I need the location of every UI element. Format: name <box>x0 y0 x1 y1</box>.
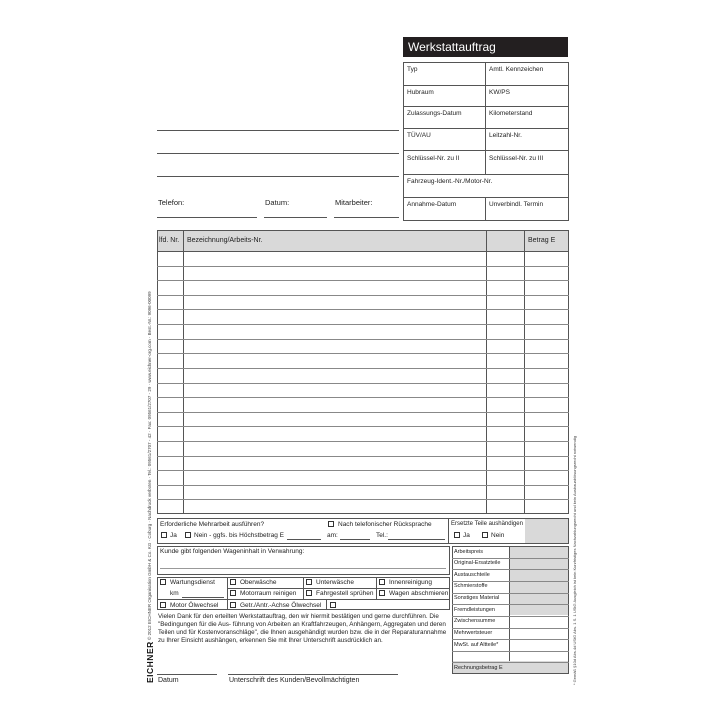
cost-row-divider <box>452 628 569 629</box>
terms-text: Vielen Dank für den erteilten Werkstattauftrag, den wir hiermit bestätigen und gerne durchführen. Die "Bedingungen für die Aus- führung von Arbeiten an Kraftfahrzeugen, Anhängern, Aggregaten und deren Teilen und für Kostenvoranschläge", die Ihnen ausgehändigt wurden bzw. die in der Reparaturannahme zu Ihrer Einsicht aushängen, erkennen Sie mit Ihrer Unterschrift ausdrücklich an. <box>158 613 447 644</box>
service-motoroel-label: Motor Ölwechsel <box>170 602 219 609</box>
table-row-divider <box>157 441 569 442</box>
extra-date-field[interactable] <box>340 539 370 540</box>
field-typ[interactable]: Typ <box>407 66 418 73</box>
phone-consult-label: Nach telefonischer Rücksprache <box>338 521 432 528</box>
service-getriebe-label: Getr./Antr.-Achse Ölwechsel <box>240 602 322 609</box>
service-fahrgestell-checkbox[interactable] <box>306 590 312 596</box>
cost-row-divider <box>452 639 569 640</box>
service-motorraum-label: Motorraum reinigen <box>240 590 297 597</box>
field-kilometerstand[interactable]: Kilometerstand <box>489 110 533 117</box>
service-fahrgestell-label: Fahrgestell sprühen <box>316 590 374 597</box>
extra-yes-checkbox[interactable] <box>161 532 167 538</box>
side-note-right: * Gemäß §10d Abs.4d UStG Abs. 1 S. 1 UStG Ausgleich ist kein Kurzfristiges Nachzahlungsrecht und kein Ausbauablösungsrecht notwendig <box>572 435 577 685</box>
cost-row-label: Original-Ersatzteile <box>454 560 501 567</box>
cost-row-label: Schmierstoffe <box>454 583 488 590</box>
field-kw-ps[interactable]: KW/PS <box>489 89 510 96</box>
service-oberwaesche-label: Oberwäsche <box>240 579 277 586</box>
service-wartung-label: Wartungsdienst <box>170 579 215 586</box>
col-lfd-nr: lfd. Nr. <box>159 237 180 244</box>
extra-on-label: am: <box>327 532 338 539</box>
field-tuev-au[interactable]: TÜV/AU <box>407 132 431 139</box>
limit-amount-field[interactable] <box>287 539 321 540</box>
table-row-divider <box>157 456 569 457</box>
cost-row-divider <box>452 604 569 605</box>
extra-tel-field[interactable] <box>388 539 445 540</box>
cost-row-label: Fremdleistungen <box>454 606 495 613</box>
service-unterwaesche-checkbox[interactable] <box>306 579 312 585</box>
service-motorraum-checkbox[interactable] <box>230 590 236 596</box>
service-innen-label: Innenreinigung <box>389 579 433 586</box>
cost-row-divider <box>452 593 569 594</box>
table-row-divider <box>157 412 569 413</box>
col-bezeichnung: Bezeichnung/Arbeits-Nr. <box>187 237 263 244</box>
service-extra-checkbox[interactable] <box>330 602 336 608</box>
address-line-1[interactable] <box>157 130 399 131</box>
cost-row-label: Arbeitspreis <box>454 548 484 555</box>
signature-label: Unterschrift des Kunden/Bevollmächtigten <box>229 677 360 684</box>
parts-no-checkbox[interactable] <box>482 532 488 538</box>
table-row-divider <box>157 353 569 354</box>
table-row-divider <box>157 368 569 369</box>
parts-no-label: Nein <box>491 532 505 539</box>
parts-yes-label: Ja <box>463 532 470 539</box>
address-line-2[interactable] <box>157 153 399 154</box>
cost-row-divider <box>452 569 569 570</box>
field-annahme-datum[interactable]: Annahme-Datum <box>407 201 457 208</box>
service-km-field[interactable] <box>182 597 224 598</box>
phone-field[interactable] <box>157 217 257 218</box>
extra-limit-label: Nein - ggfs. bis Höchstbetrag E <box>194 532 284 539</box>
signature-field[interactable] <box>228 674 398 675</box>
service-wartung-checkbox[interactable] <box>160 579 166 585</box>
service-km-label: km <box>170 590 179 597</box>
field-leitzahl[interactable]: Leitzahl-Nr. <box>489 132 522 139</box>
signature-date-field[interactable] <box>157 674 217 675</box>
table-row-divider <box>157 485 569 486</box>
cost-row-label: MwSt. auf Altteile* <box>454 641 499 648</box>
extra-yes-label: Ja <box>170 532 177 539</box>
service-innen-checkbox[interactable] <box>379 579 385 585</box>
table-row-divider <box>157 309 569 310</box>
table-row-divider <box>157 499 569 500</box>
service-oberwaesche-checkbox[interactable] <box>230 579 236 585</box>
extra-work-question: Erforderliche Mehrarbeit ausführen? <box>160 521 265 528</box>
table-row-divider <box>157 339 569 340</box>
field-hubraum[interactable]: Hubraum <box>407 89 434 96</box>
table-row-divider <box>157 295 569 296</box>
work-table <box>157 230 569 514</box>
field-schluessel-3[interactable]: Schlüssel-Nr. zu III <box>489 155 544 162</box>
phone-consult-checkbox[interactable] <box>328 521 334 527</box>
extra-limit-checkbox[interactable] <box>185 532 191 538</box>
table-row-divider <box>157 470 569 471</box>
parts-yes-checkbox[interactable] <box>454 532 460 538</box>
service-abschmieren-label: Wagen abschmieren <box>389 590 449 597</box>
table-row-divider <box>157 397 569 398</box>
table-row-divider <box>157 266 569 267</box>
cost-row-divider <box>452 558 569 559</box>
table-row-divider <box>157 280 569 281</box>
date-field[interactable] <box>264 217 327 218</box>
signature-date-label: Datum <box>158 677 179 684</box>
col-betrag: Betrag E <box>528 237 556 244</box>
custody-field[interactable] <box>160 568 446 569</box>
field-termin[interactable]: Unverbindl. Termin <box>489 201 544 208</box>
brand-logo: EICHNER <box>145 641 155 683</box>
cost-row-divider <box>452 581 569 582</box>
service-abschmieren-checkbox[interactable] <box>379 590 385 596</box>
custody-label: Kunde gibt folgenden Wageninhalt in Verwahrung: <box>160 548 305 555</box>
staff-field[interactable] <box>334 217 399 218</box>
cost-row-label: Zwischensumme <box>454 618 496 625</box>
table-row-divider <box>157 383 569 384</box>
service-motoroel-checkbox[interactable] <box>160 602 166 608</box>
cost-row-divider <box>452 651 569 652</box>
phone-label: Telefon: <box>158 198 185 207</box>
field-fahrzeug-ident[interactable]: Fahrzeug-Ident.-Nr./Motor-Nr. <box>407 178 493 185</box>
address-line-3[interactable] <box>157 176 399 177</box>
cost-row-divider <box>452 662 569 663</box>
cost-row-label: Mehrwertsteuer <box>454 630 493 636</box>
service-unterwaesche-label: Unterwäsche <box>316 579 354 586</box>
cost-row-label: Austauschteile <box>454 571 490 578</box>
table-row-divider <box>157 324 569 325</box>
cost-row-label: Rechnungsbetrag E <box>454 664 503 671</box>
table-row-divider <box>157 426 569 427</box>
cost-row-divider <box>452 616 569 617</box>
cost-row-label: Sonstiges Material <box>454 595 500 601</box>
staff-label: Mitarbeiter: <box>335 198 373 207</box>
form-title: Werkstattauftrag <box>403 37 568 57</box>
service-getriebe-checkbox[interactable] <box>230 602 236 608</box>
field-schluessel-2[interactable]: Schlüssel-Nr. zu II <box>407 155 460 162</box>
field-kennzeichen[interactable]: Amtl. Kennzeichen <box>489 66 544 73</box>
parts-question: Ersetzte Teile aushändigen <box>451 521 523 527</box>
extra-tel-label: Tel.: <box>376 532 388 539</box>
field-zulassung[interactable]: Zulassungs-Datum <box>407 110 462 117</box>
date-label: Datum: <box>265 198 290 207</box>
side-copyright: © 2012 EICHNER Organisation GmbH & Co. KG · Coburg · Nachdruck verboten · Tel.: 09561/2707 - 42 · Fax: 09561/2707 - 29 · www.eichner-org.com · Best.-Nr.: 9096-00099 <box>147 291 152 640</box>
